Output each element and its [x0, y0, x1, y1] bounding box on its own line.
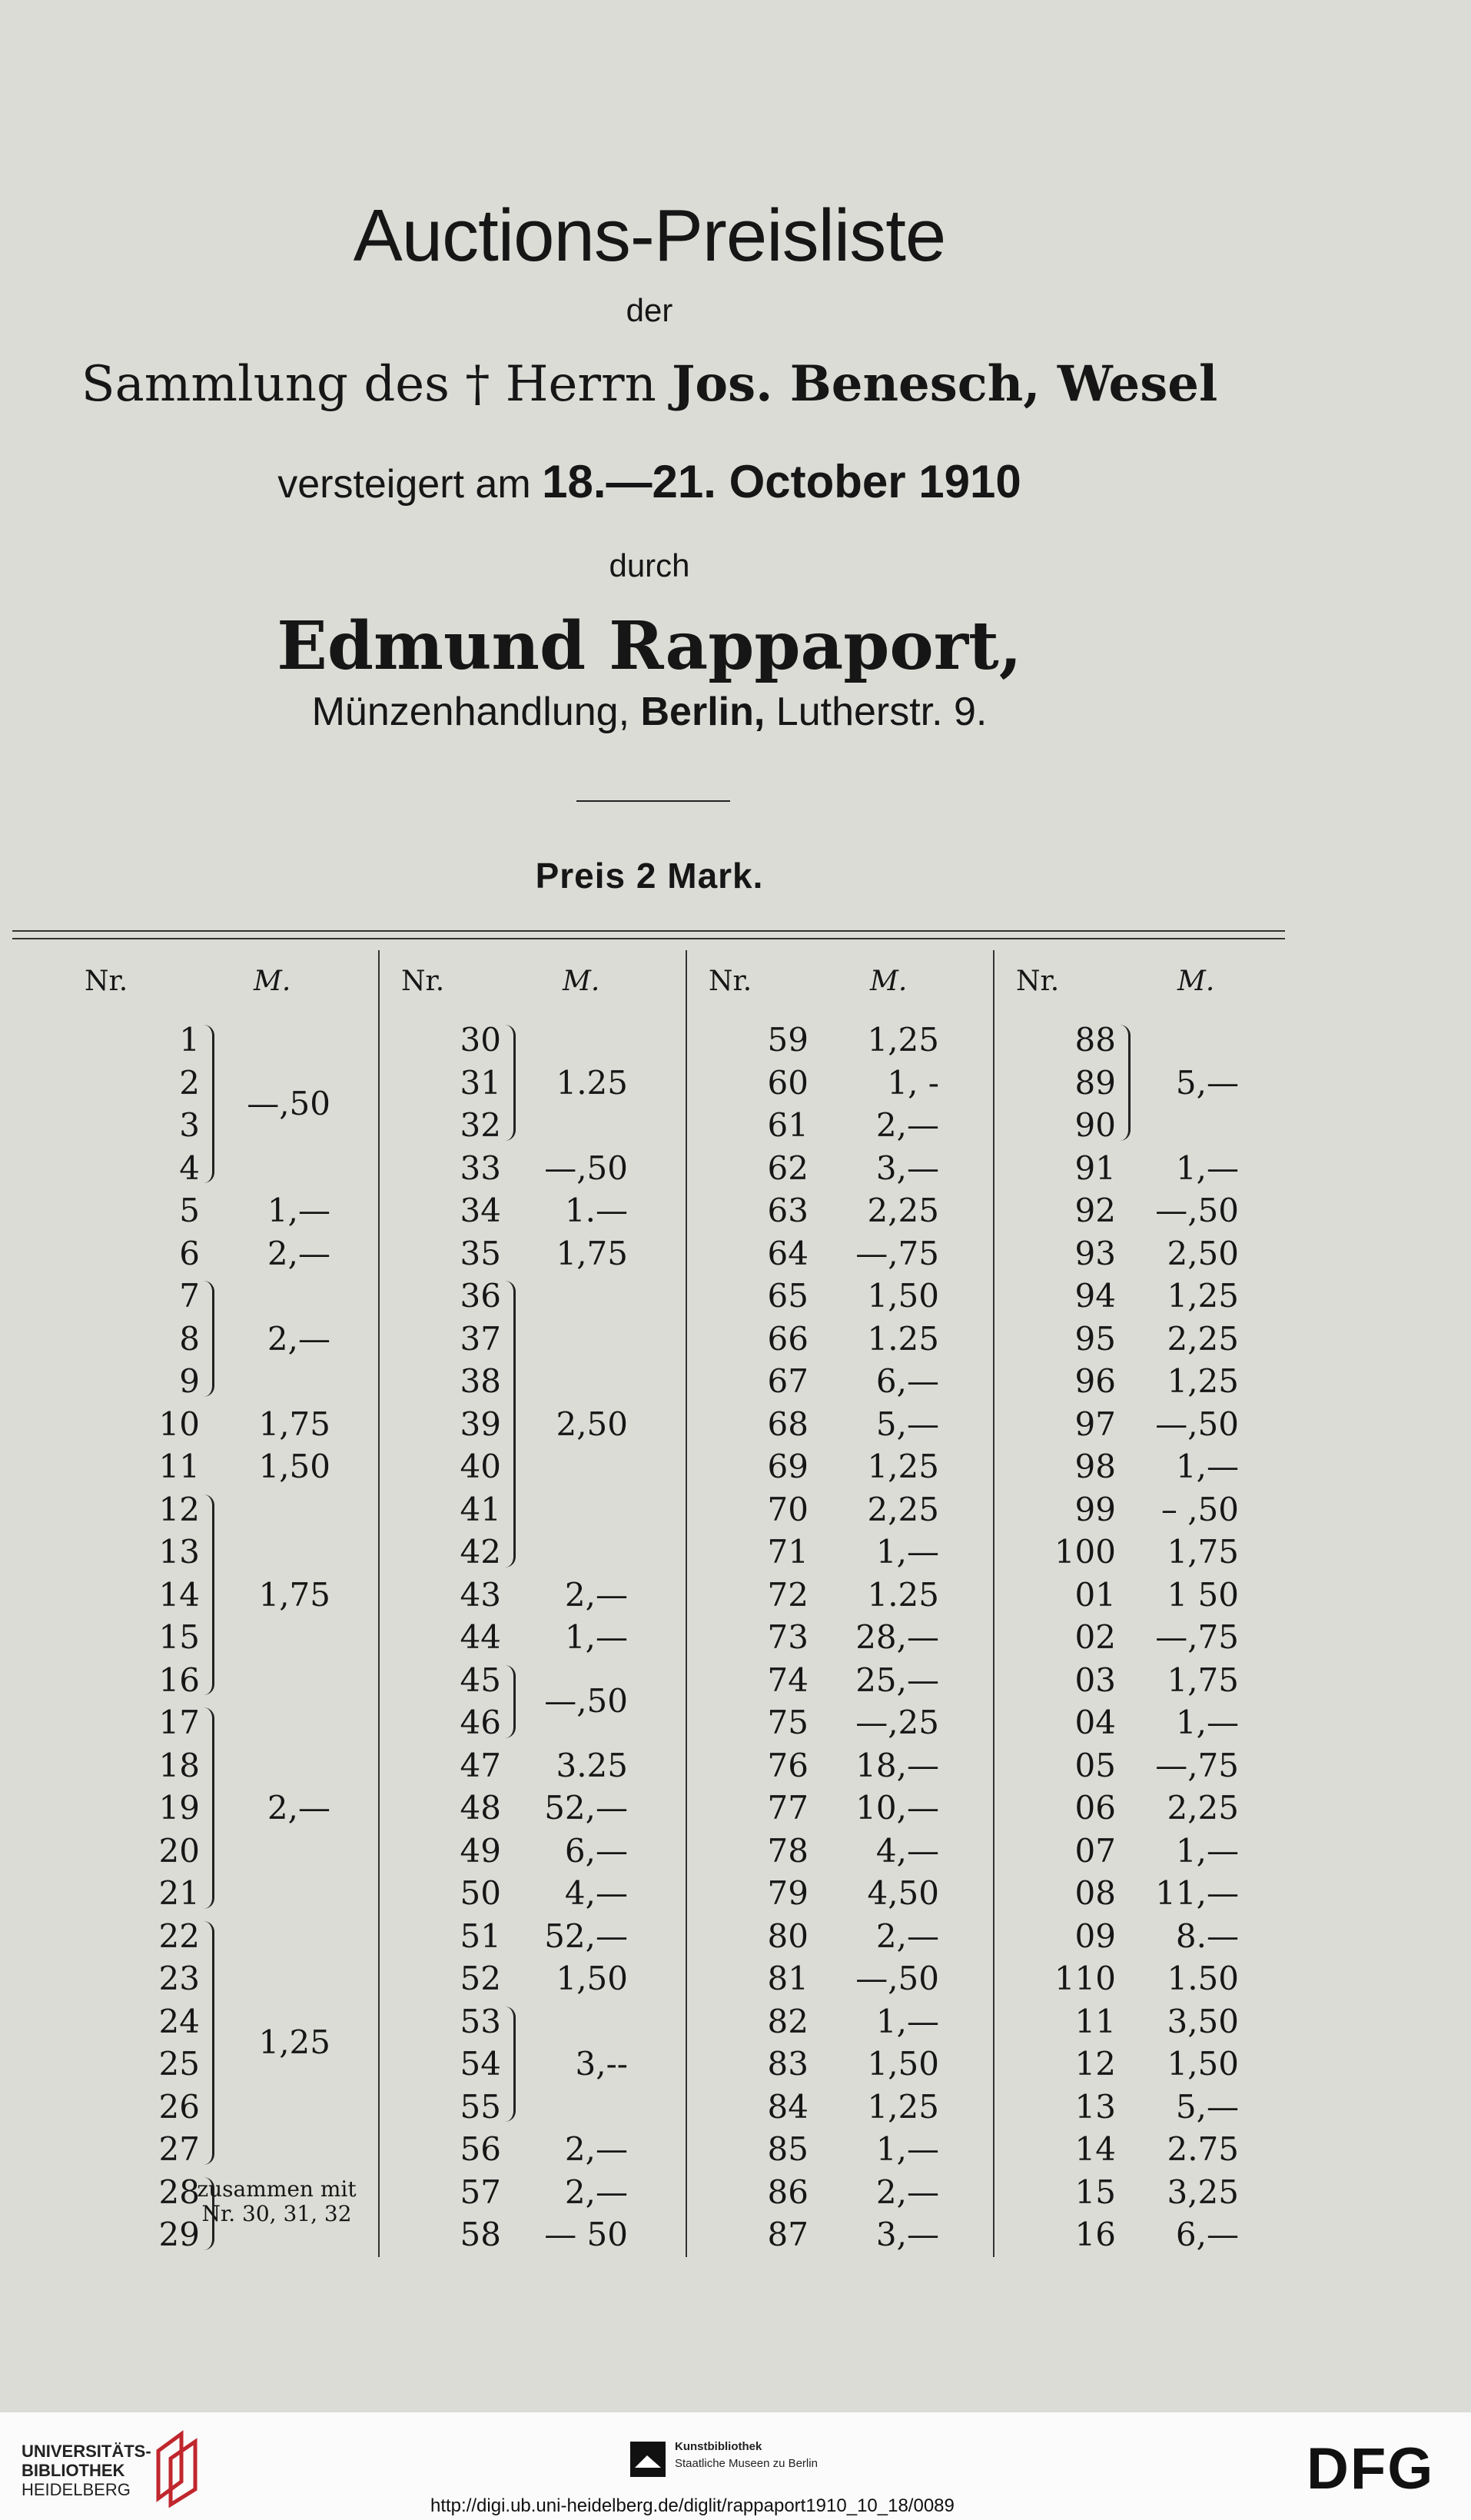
column-header-mark: M.: [563, 966, 600, 997]
lot-number: 110: [1054, 1960, 1116, 1997]
lot-number: 89: [1074, 1063, 1116, 1102]
lot-price: 3,—: [875, 1149, 939, 1187]
lot-number: 66: [767, 1319, 809, 1358]
lot-price: —,75: [855, 1234, 939, 1272]
lot-price: —,25: [855, 1704, 939, 1741]
lot-number: 63: [767, 1192, 809, 1229]
lot-number: 49: [460, 1831, 501, 1870]
lot-price: 2,50: [1167, 1234, 1239, 1272]
lot-price: 52,—: [544, 1789, 628, 1827]
lot-number: 39: [460, 1405, 501, 1443]
lot-number: 11: [158, 1448, 200, 1485]
lot-number: 100: [1054, 1533, 1116, 1571]
lot-price: 2,25: [867, 1490, 939, 1528]
lot-number: 62: [767, 1149, 809, 1187]
lot-number: 99: [1074, 1490, 1116, 1528]
lot-number: 90: [1074, 1106, 1116, 1144]
lot-price: 1,25: [1167, 1277, 1239, 1315]
lot-number: 84: [767, 2087, 809, 2126]
lot-price: 1,50: [1167, 2045, 1239, 2083]
lot-price: 6,—: [564, 1831, 628, 1870]
lot-number: 54: [460, 2045, 501, 2083]
lot-price: 1,—: [875, 2130, 939, 2168]
lot-number: 4: [179, 1149, 200, 1187]
lot-number: 77: [767, 1789, 809, 1827]
lot-number: 79: [767, 1874, 809, 1912]
lot-number: 05: [1074, 1746, 1116, 1784]
table-rule-top: [12, 930, 1285, 932]
lot-price: 1,—: [1175, 1704, 1239, 1741]
lot-number: 59: [767, 1021, 809, 1059]
lot-price: 1.25: [867, 1575, 939, 1614]
lot-price: 1.25: [556, 1063, 628, 1102]
lot-price: 8.—: [1175, 1917, 1239, 1955]
lot-price: —,50: [544, 1682, 628, 1720]
lot-number: 42: [460, 1533, 501, 1571]
lot-number: 09: [1074, 1917, 1116, 1955]
lot-price: 1,75: [258, 1575, 330, 1614]
lot-number: 74: [767, 1661, 809, 1699]
lot-number: 12: [158, 1490, 200, 1528]
subtitle-durch: durch: [609, 547, 690, 583]
lot-number: 04: [1074, 1704, 1116, 1741]
address-street: Lutherstr. 9.: [775, 690, 988, 734]
lot-number: 70: [767, 1490, 809, 1528]
lot-price: 2,—: [875, 2173, 939, 2211]
lot-number: 57: [460, 2173, 501, 2211]
lot-price: 6,—: [1175, 2216, 1239, 2253]
lot-number: 7: [179, 1277, 200, 1315]
lot-price: 2,—: [875, 1106, 939, 1144]
lot-number: 14: [1074, 2130, 1116, 2168]
lot-price: – ,50: [1161, 1490, 1239, 1528]
lot-price: 11,—: [1155, 1874, 1239, 1912]
collection-prefix: Sammlung des † Herrn: [81, 356, 656, 413]
lot-number: 9: [179, 1362, 200, 1400]
footer-bar: UNIVERSITÄTS- BIBLIOTHEK HEIDELBERG Kunstbibliothek Staatliche Museen zu Berlin DFG http://digi.ub.uni-heidelberg.de/diglit/rappaport1910_10_18/0089: [0, 2412, 1471, 2520]
lot-price: 1.—: [564, 1192, 628, 1229]
lot-number: 41: [460, 1490, 501, 1528]
dfg-logo: DFG: [1307, 2436, 1435, 2502]
lot-number: 01: [1074, 1575, 1116, 1614]
lot-number: 40: [460, 1448, 501, 1485]
lot-number: 2: [179, 1063, 200, 1102]
lot-price: 3.25: [556, 1746, 628, 1784]
lot-number: 34: [460, 1192, 501, 1229]
lot-number: 48: [460, 1789, 501, 1827]
lot-number: 26: [158, 2087, 200, 2126]
lot-number: 8: [179, 1319, 200, 1358]
lot-number: 82: [767, 2002, 809, 2040]
lot-price: 1,—: [875, 2002, 939, 2040]
lot-number: 91: [1074, 1149, 1116, 1187]
lot-number: 15: [1074, 2173, 1116, 2211]
lot-number: 24: [158, 2002, 200, 2040]
lot-price: 1,75: [556, 1234, 628, 1272]
lot-price: 2,25: [1167, 1319, 1239, 1358]
lot-number: 03: [1074, 1661, 1116, 1699]
lot-price: 1,—: [1175, 1149, 1239, 1187]
table-rule-top-2: [12, 938, 1285, 939]
lot-price: 2,50: [556, 1405, 628, 1443]
lot-number: 22: [158, 1917, 200, 1955]
lot-number: 43: [460, 1575, 501, 1614]
lot-price: 2,—: [875, 1917, 939, 1955]
auction-date: 18.—21. October 1910: [542, 456, 1021, 507]
lot-number: 95: [1074, 1319, 1116, 1358]
lot-number: 13: [158, 1533, 200, 1571]
lot-number: 68: [767, 1405, 809, 1443]
lot-price: 1,—: [564, 1618, 628, 1656]
source-url[interactable]: http://digi.ub.uni-heidelberg.de/diglit/rappaport1910_10_18/0089: [430, 2495, 955, 2516]
kunstbibliothek-mark-icon: [630, 2442, 666, 2477]
lot-number: 81: [767, 1960, 809, 1997]
lot-number: 33: [460, 1149, 501, 1187]
lot-price: 1,50: [556, 1960, 628, 1997]
lot-price: 1,50: [867, 1277, 939, 1315]
lot-number: 1: [179, 1021, 200, 1059]
address-city: Berlin,: [640, 690, 765, 734]
lot-price: —,75: [1155, 1746, 1239, 1784]
lot-price: 2,25: [1167, 1789, 1239, 1827]
lot-price: 1,75: [1167, 1533, 1239, 1571]
lot-note: zusammen mit Nr. 30, 31, 32: [197, 2176, 357, 2226]
lot-number: 29: [158, 2216, 200, 2253]
collection-name: Jos. Benesch, Wesel: [672, 355, 1218, 413]
lot-price: 1,—: [1175, 1448, 1239, 1485]
lot-price: 1,75: [1167, 1661, 1239, 1699]
lot-number: 52: [460, 1960, 501, 1997]
lot-number: 16: [158, 1661, 200, 1699]
lot-price: 1,50: [867, 2045, 939, 2083]
column-header-nr: Nr.: [85, 966, 128, 997]
lot-price: 1,25: [867, 2087, 939, 2126]
lot-number: 11: [1074, 2002, 1116, 2040]
lot-number: 14: [158, 1575, 200, 1614]
lot-number: 10: [158, 1405, 200, 1443]
lot-price: 2,—: [564, 1575, 628, 1614]
column-header-mark: M.: [870, 966, 908, 997]
lot-price: — 50: [544, 2216, 628, 2253]
catalog-price: Preis 2 Mark.: [535, 856, 764, 896]
lot-number: 60: [767, 1063, 809, 1102]
lot-price: 5,—: [875, 1405, 939, 1443]
title-divider: [576, 800, 730, 802]
lot-number: 75: [767, 1704, 809, 1741]
lot-price: 52,—: [544, 1917, 628, 1955]
lot-number: 61: [767, 1106, 809, 1144]
lot-price: 1.50: [1167, 1960, 1239, 1997]
lot-number: 47: [460, 1746, 501, 1784]
lot-number: 28: [158, 2173, 200, 2211]
column-header-mark: M.: [1177, 966, 1215, 997]
lot-price: 4,—: [564, 1874, 628, 1912]
lot-number: 78: [767, 1831, 809, 1870]
lot-number: 87: [767, 2216, 809, 2253]
lot-price: 3,25: [1167, 2173, 1239, 2211]
lot-number: 38: [460, 1362, 501, 1400]
lot-price: 2,—: [564, 2173, 628, 2211]
lot-number: 23: [158, 1960, 200, 1997]
address-business: Münzenhandlung,: [311, 690, 630, 734]
lot-number: 17: [158, 1704, 200, 1741]
lot-number: 20: [158, 1831, 200, 1870]
lot-number: 30: [460, 1021, 501, 1059]
lot-number: 37: [460, 1319, 501, 1358]
lot-price: 1,25: [867, 1448, 939, 1485]
lot-number: 08: [1074, 1874, 1116, 1912]
lot-number: 45: [460, 1661, 501, 1699]
lot-number: 65: [767, 1277, 809, 1315]
lot-price: 3,50: [1167, 2002, 1239, 2040]
subtitle-der: der: [626, 292, 673, 328]
auction-date-line: [0, 455, 1299, 508]
dealer-address: [0, 689, 1299, 735]
lot-number: 35: [460, 1234, 501, 1272]
lot-number: 31: [460, 1063, 501, 1102]
lot-number: 18: [158, 1746, 200, 1784]
lot-number: 73: [767, 1618, 809, 1656]
lot-price: 2,—: [564, 2130, 628, 2168]
lot-price: 4,50: [867, 1874, 939, 1912]
collection-line: [0, 355, 1299, 413]
lot-number: 67: [767, 1362, 809, 1400]
lot-number: 21: [158, 1874, 200, 1912]
lot-number: 5: [179, 1192, 200, 1229]
lot-price: 2,25: [867, 1192, 939, 1229]
column-header-mark: M.: [254, 966, 291, 997]
lot-price: —,50: [1155, 1405, 1239, 1443]
lot-number: 19: [158, 1789, 200, 1827]
lot-number: 97: [1074, 1405, 1116, 1443]
lot-number: 56: [460, 2130, 501, 2168]
lot-price: 28,—: [855, 1618, 939, 1656]
lot-price: 3,--: [575, 2045, 628, 2083]
lot-price: 5,—: [1175, 1063, 1239, 1102]
lot-number: 32: [460, 1106, 501, 1144]
column-header-nr: Nr.: [401, 966, 445, 997]
lot-number: 50: [460, 1874, 501, 1912]
column-header-nr: Nr.: [1016, 966, 1060, 997]
lot-number: 80: [767, 1917, 809, 1955]
lot-number: 25: [158, 2045, 200, 2083]
lot-number: 3: [179, 1106, 200, 1144]
lot-number: 44: [460, 1618, 501, 1656]
lot-price: 1,—: [1175, 1831, 1239, 1870]
lot-price: 1, -: [887, 1063, 939, 1102]
university-library-mark-icon: [151, 2428, 204, 2508]
lot-number: 96: [1074, 1362, 1116, 1400]
lot-number: 92: [1074, 1192, 1116, 1229]
lot-price: 2,—: [267, 1319, 330, 1358]
lot-price: 3,—: [875, 2216, 939, 2253]
lot-price: 10,—: [855, 1789, 939, 1827]
lot-price: —,50: [1155, 1192, 1239, 1229]
lot-number: 15: [158, 1618, 200, 1656]
lot-price: —,50: [247, 1085, 330, 1123]
lot-number: 27: [158, 2130, 200, 2168]
lot-price: 1,50: [258, 1448, 330, 1485]
lot-number: 85: [767, 2130, 809, 2168]
date-prefix: versteigert am: [277, 462, 531, 507]
lot-number: 93: [1074, 1234, 1116, 1272]
lot-price: 6,—: [875, 1362, 939, 1400]
lot-number: 16: [1074, 2216, 1116, 2253]
lot-price: 5,—: [1175, 2087, 1239, 2126]
lot-price: 1,75: [258, 1405, 330, 1443]
column-divider: [686, 950, 687, 2257]
lot-price: 4,—: [875, 1831, 939, 1870]
lot-price: 2.75: [1167, 2130, 1239, 2168]
document-title: Auctions-Preisliste: [353, 194, 946, 277]
lot-number: 13: [1074, 2087, 1116, 2126]
lot-price: 25,—: [855, 1661, 939, 1699]
lot-number: 07: [1074, 1831, 1116, 1870]
column-header-nr: Nr.: [709, 966, 752, 997]
lot-price: 1 50: [1167, 1575, 1239, 1614]
lot-number: 55: [460, 2087, 501, 2126]
lot-price: 2,—: [267, 1234, 330, 1272]
lot-price: 1,25: [1167, 1362, 1239, 1400]
lot-number: 36: [460, 1277, 501, 1315]
column-divider: [993, 950, 995, 2257]
lot-number: 6: [179, 1234, 200, 1272]
lot-number: 88: [1074, 1021, 1116, 1059]
column-divider: [378, 950, 380, 2257]
lot-number: 86: [767, 2173, 809, 2211]
lot-price: 2,—: [267, 1789, 330, 1827]
lot-price: 18,—: [855, 1746, 939, 1784]
lot-number: 12: [1074, 2045, 1116, 2083]
lot-price: —,75: [1155, 1618, 1239, 1656]
lot-price: 1,—: [875, 1533, 939, 1571]
lot-number: 83: [767, 2045, 809, 2083]
lot-number: 53: [460, 2002, 501, 2040]
lot-number: 02: [1074, 1618, 1116, 1656]
lot-number: 06: [1074, 1789, 1116, 1827]
lot-number: 69: [767, 1448, 809, 1485]
lot-number: 72: [767, 1575, 809, 1614]
lot-number: 98: [1074, 1448, 1116, 1485]
lot-number: 71: [767, 1533, 809, 1571]
lot-number: 58: [460, 2216, 501, 2253]
lot-number: 64: [767, 1234, 809, 1272]
lot-number: 46: [460, 1704, 501, 1741]
lot-price: 1,25: [258, 2023, 330, 2062]
lot-price: 1.25: [867, 1319, 939, 1358]
dealer-name: Edmund Rappaport,: [277, 607, 1022, 685]
lot-number: 76: [767, 1746, 809, 1784]
lot-price: 1,25: [867, 1021, 939, 1059]
lot-number: 51: [460, 1917, 501, 1955]
lot-number: 94: [1074, 1277, 1116, 1315]
lot-price: 1,—: [267, 1192, 330, 1229]
lot-price: —,50: [855, 1960, 939, 1997]
university-library-logo: UNIVERSITÄTS- BIBLIOTHEK HEIDELBERG: [22, 2442, 151, 2499]
lot-price: —,50: [544, 1149, 628, 1187]
